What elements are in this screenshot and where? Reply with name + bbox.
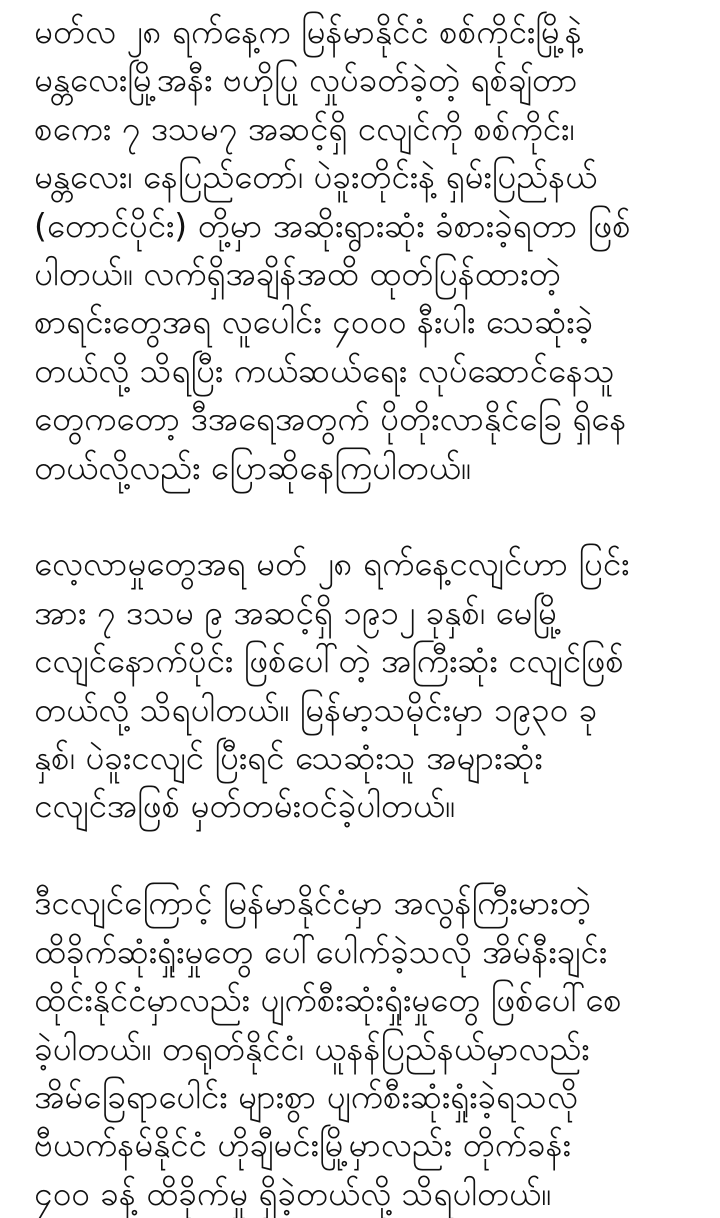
text-line: တယ်လို့ သိရပြီး ကယ်ဆယ်ရေး လုပ်ဆောင်နေသူ (34, 350, 615, 390)
text-line: နှစ်၊ ပဲခူးငလျင် ပြီးရင် သေဆုံးသူ အများဆုံး (34, 738, 543, 778)
text-line: ငလျင်နောက်ပိုင်း ဖြစ်ပေါ်တဲ့ အကြီးဆုံး ငလျင်ဖြစ် (34, 641, 624, 681)
text-line: တွေကတော့ ဒီအရေအတွက် ပိုတိုးလာနိုင်ခြေ ရှိနေ (34, 399, 627, 439)
text-line: အား ၇ ဒသမ ၉ အဆင့်ရှိ ၁၉၁၂ ခုနှစ်၊ မေမြို့ (34, 592, 562, 632)
text-line: စကေး ၇ ဒသမ၇ အဆင့်ရှိ ငလျင်ကို စစ်ကိုင်း၊ (34, 108, 575, 148)
text-line: တယ်လို့လည်း ပြောဆိုနေကြပါတယ်။ (34, 447, 471, 487)
text-line: မန္တလေး၊ နေပြည်တော်၊ ပဲခူးတိုင်းနဲ့ ရှမ်းပြည်နယ် (34, 157, 598, 197)
article-body (34, 8, 694, 1218)
text-line: အိမ်ခြေရာပေါင်း များစွာ ပျက်စီးဆုံးရှုံးခဲ့ရသလို (34, 1076, 578, 1116)
text-line: ဗီယက်နမ်နိုင်ငံ ဟိုချီမင်းမြို့မှာလည်း တိုက်ခန်း (34, 1125, 571, 1165)
text-line: မတ်လ ၂၈ ရက်နေ့က မြန်မာနိုင်ငံ စစ်ကိုင်းမြို့နဲ့ (34, 12, 582, 51)
paragraph-spacer (34, 831, 694, 879)
text-line: မန္တလေးမြို့အနီး ဗဟိုပြု လှုပ်ခတ်ခဲ့တဲ့ ရစ်ချ်တာ (34, 60, 578, 100)
text-line: လေ့လာမှုတွေအရ မတ် ၂၈ ရက်နေ့ငလျင်ဟာ ပြင်း (34, 544, 630, 584)
text-line: ၄၀၀ ခန့် ထိခိုက်မှု ရှိခဲ့တယ်လို့ သိရပါတယ်။ (34, 1173, 552, 1213)
paragraph-2 (34, 540, 694, 830)
text-line: ထိခိုက်ဆုံးရှုံးမှုတွေ ပေါ်ပေါက်ခဲ့သလို အိမ်နီးချင်း (34, 931, 608, 971)
paragraph-3 (34, 879, 694, 1218)
paragraph-1 (34, 8, 694, 492)
text-line: စာရင်းတွေအရ လူပေါင်း ၄၀၀၀ နီးပါး သေဆုံးခဲ့ (34, 302, 594, 342)
text-line: ငလျင်အဖြစ် မှတ်တမ်းဝင်ခဲ့ပါတယ်။ (34, 786, 455, 826)
text-line: ထိုင်းနိုင်ငံမှာလည်း ပျက်စီးဆုံးရှုံးမှုတွေ ဖြစ်ပေါ်စေ (34, 980, 622, 1020)
paragraph-spacer (34, 492, 694, 540)
text-line: တယ်လို့ သိရပါတယ်။ မြန်မာ့သမိုင်းမှာ ၁၉၃၀ ခု (34, 689, 598, 729)
text-line: ပါတယ်။ လက်ရှိအချိန်အထိ ထုတ်ပြန်ထားတဲ့ (34, 254, 561, 294)
text-line: ခဲ့ပါတယ်။ တရုတ်နိုင်ငံ၊ ယူနန်ပြည်နယ်မှာလည်း (34, 1028, 590, 1068)
text-line: (တောင်ပိုင်း) တို့မှာ အဆိုးရွားဆုံး ခံစားခဲ့ရတာ ဖြစ် (34, 205, 631, 245)
text-line: ဒီငလျင်ကြောင့် မြန်မာနိုင်ငံမှာ အလွန်ကြီးမားတဲ့ (34, 883, 591, 923)
